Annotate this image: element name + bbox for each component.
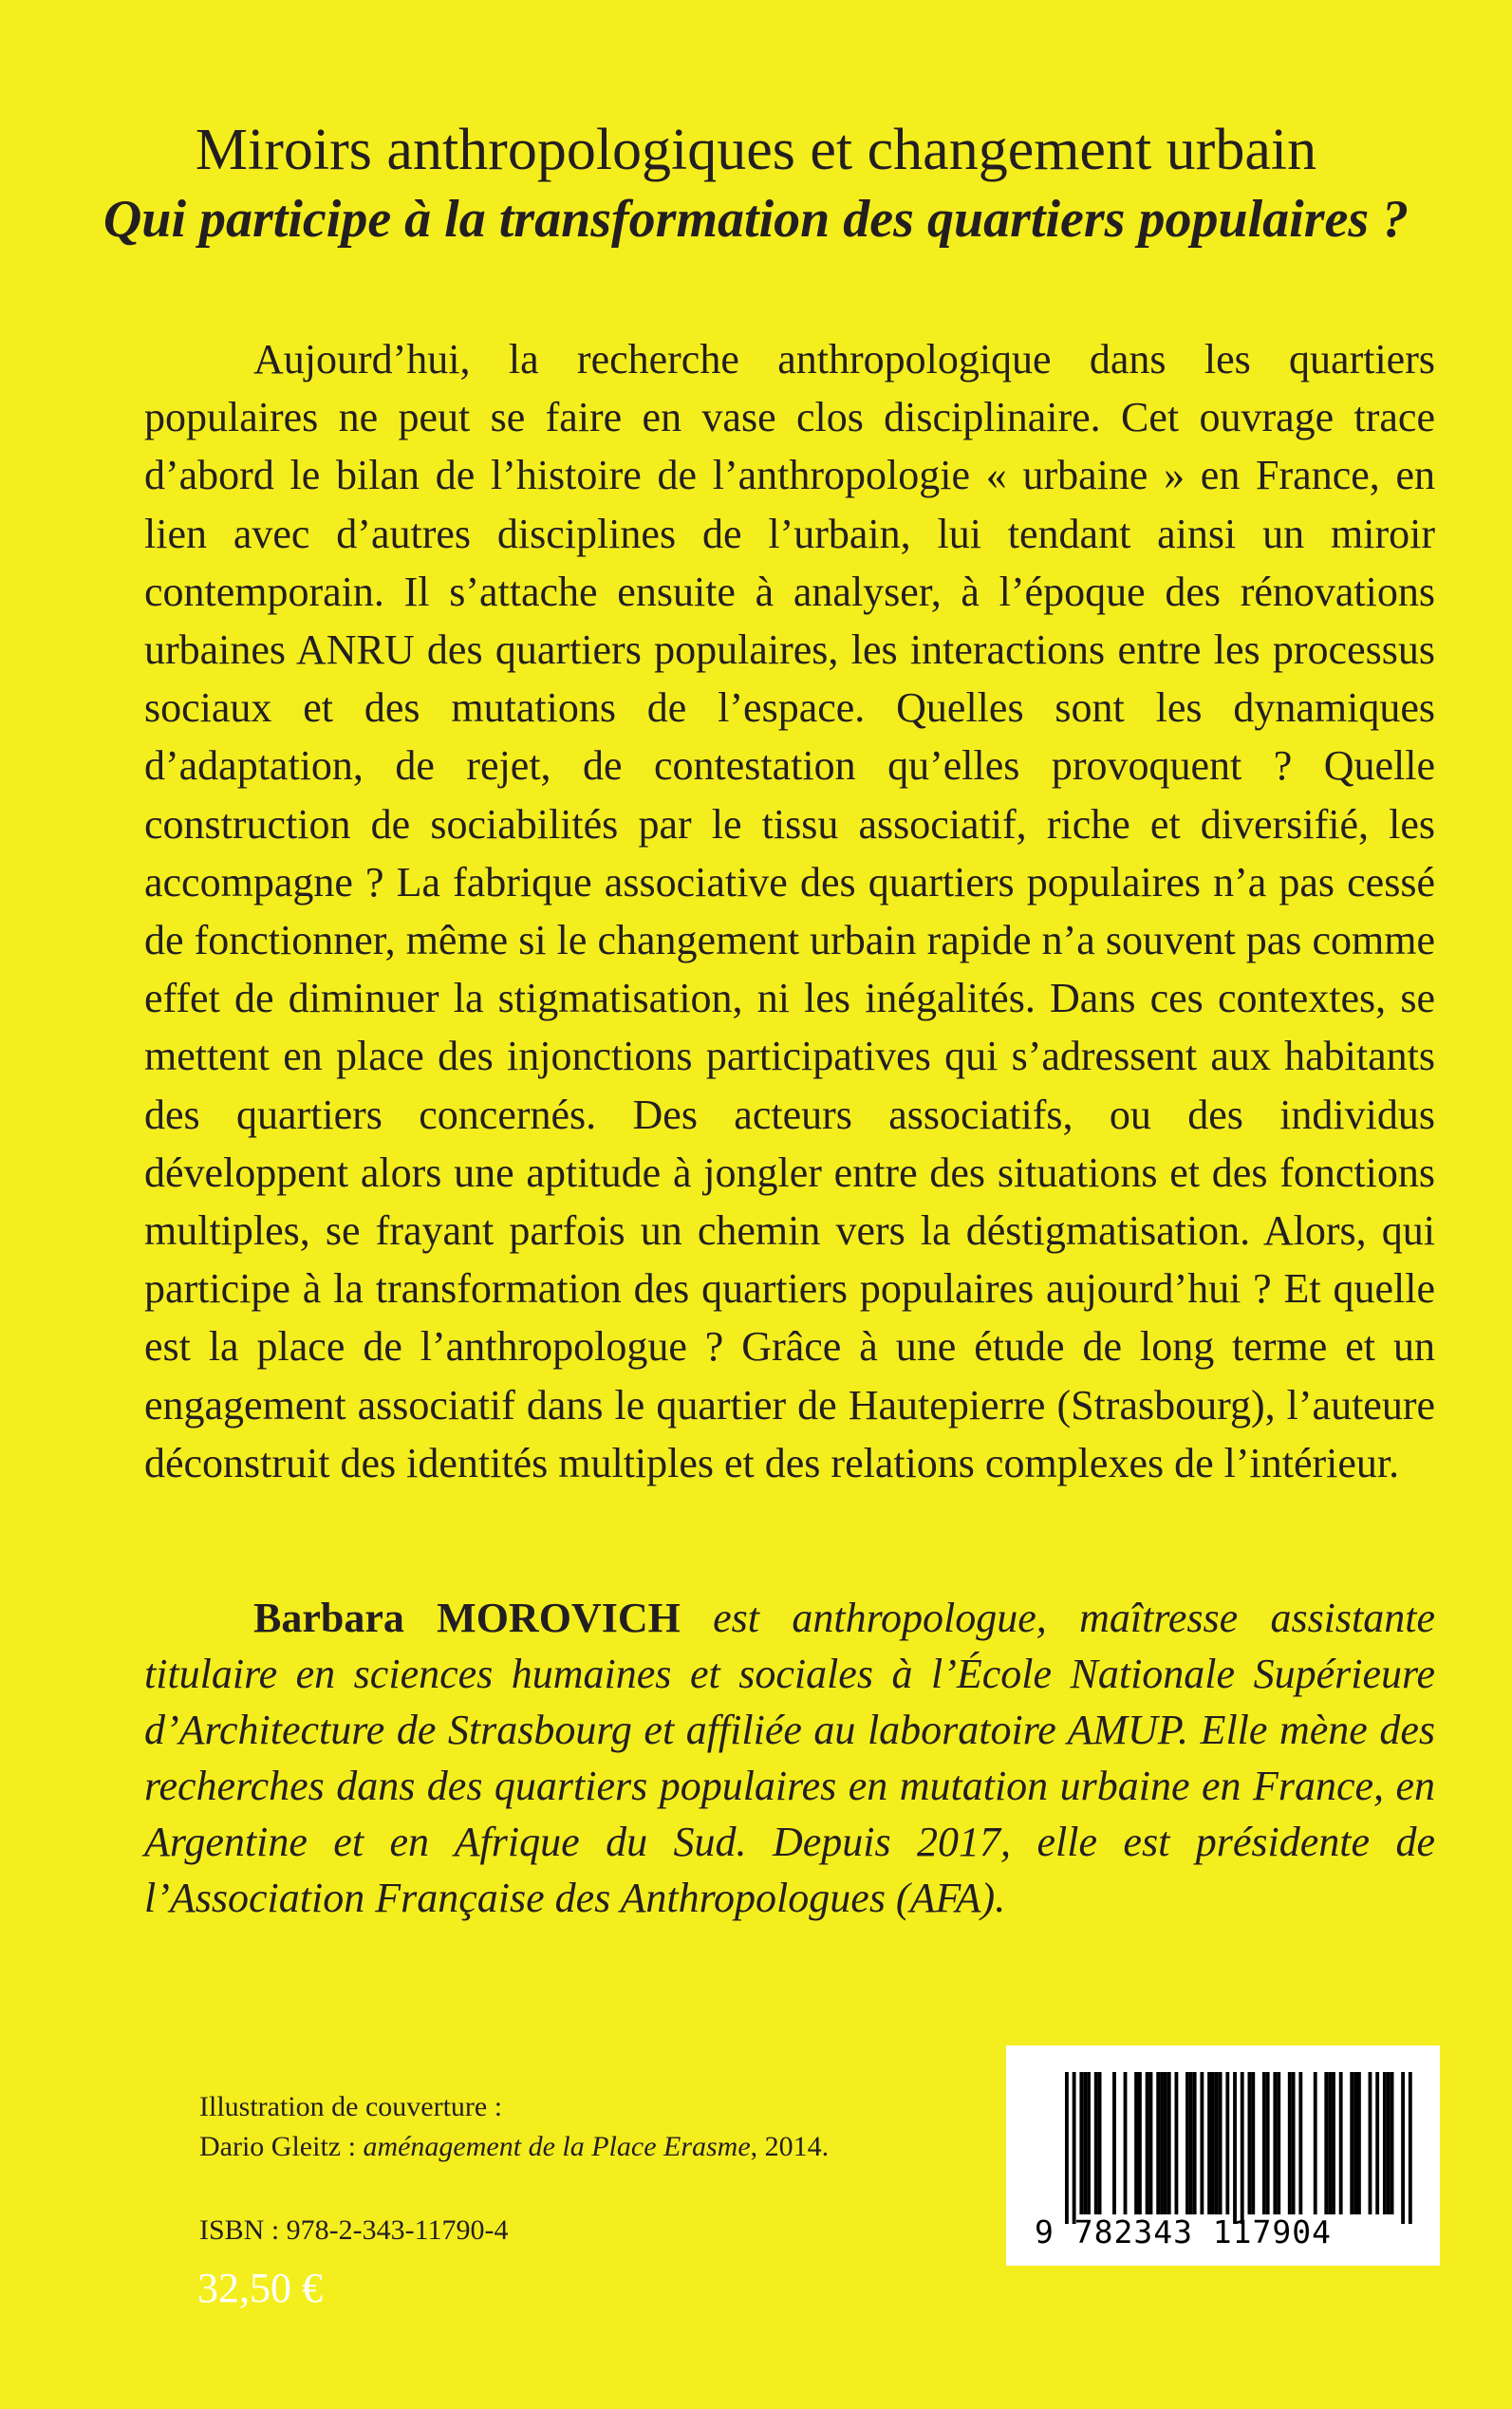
barcode-bar — [1185, 2072, 1189, 2214]
barcode-bar — [1167, 2072, 1171, 2214]
barcode-bar — [1241, 2072, 1244, 2224]
barcode-bar — [1193, 2072, 1197, 2214]
price: 32,50 € — [197, 2265, 323, 2311]
barcode-bar — [1134, 2072, 1138, 2214]
barcode-bar — [1079, 2072, 1083, 2214]
barcode-bar — [1298, 2072, 1302, 2214]
summary-paragraph: Aujourd’hui, la recherche anthropologique dans les quartiers populaires ne peut se faire en vase clos disciplinaire. Cet ouvrage trace d’abord le bilan de l’histoire de l’anthropologie « urbaine » en France, en lien avec d’autres disciplines de l’urbain, lui tendant ainsi un miroir contemporain. Il s’attache ensuite à analyser, à l’époque des rénovations urbaines ANRU des quartiers populaires, les interactions entre les processus sociaux et des mutations de l’espace. Quelles sont les dynamiques d’adaptation, de rejet, de contestation qu’elles provoquent ? Quelle construction de sociabilités par le tissu associatif, riche et diversifié, les accompagne ? La fabrique associative des quartiers populaires n’a pas cessé de fonctionner, même si le changement urbain rapide n’a souvent pas comme effet de diminuer la stigmatisation, ni les inégalités. Dans ces contextes, se mettent en place des injonctions participatives qui s’adressent aux habitants des quartiers concernés. Des acteurs associatifs, ou des individus développent alors une aptitude à jongler entre des situations et des fonctions multiples, se frayant parfois un chemin vers la déstigmatisation. Alors, qui participe à la transformation des quartiers populaires aujourd’hui ? Et quelle est la place de l’anthropologue ? Grâce à une étude de long terme et un engagement associatif dans le quartier de Hautepierre (Strasbourg), l’auteure déconstruit des identités multiples et des relations complexes de l’intérieur. — [144, 336, 1435, 1486]
illustration-credit-label: Illustration de couverture : — [199, 2091, 503, 2122]
barcode-bar — [1083, 2072, 1087, 2214]
book-subtitle: Qui participe à la transformation des quartiers populaires ? — [103, 190, 1409, 249]
author-name: Barbara MOROVICH — [253, 1595, 681, 1641]
barcode-bar — [1146, 2072, 1149, 2214]
barcode-bar — [1219, 2072, 1223, 2214]
barcode-bar — [1401, 2072, 1405, 2224]
barcode-bar — [1387, 2072, 1391, 2214]
barcode-bar — [1332, 2072, 1335, 2214]
barcode-bar — [1350, 2072, 1353, 2214]
barcode-bar — [1138, 2072, 1142, 2214]
barcode-bar — [1200, 2072, 1204, 2214]
barcode-bar — [1409, 2072, 1412, 2224]
barcode-bar — [1098, 2072, 1102, 2214]
barcode-bar — [1087, 2072, 1091, 2214]
author-bio-paragraph — [144, 1590, 1435, 1926]
barcode-bar — [1357, 2072, 1361, 2214]
barcode-bar — [1262, 2072, 1266, 2214]
barcode-bar — [1207, 2072, 1211, 2214]
barcode-digits: 9 782343 117904 — [1035, 2213, 1333, 2250]
barcode — [1006, 2045, 1440, 2266]
author-bio: est anthropologue, maîtresse assistante titulaire en sciences humaines et sociales à l’École Nationale Supérieure d’Architecture de Strasbourg et affiliée au laboratoire AMUP. Elle mène des recherches dans des quartiers populaires en mutation urbaine en France, en Argentine et en Afrique du Sud. Depuis 2017, elle est présidente de l’Association Française des Anthropologues (AFA). — [144, 1595, 1436, 1921]
barcode-bar — [1211, 2072, 1215, 2214]
barcode-bar — [1124, 2072, 1128, 2214]
barcode-bar — [1189, 2072, 1193, 2214]
barcode-bar — [1225, 2072, 1229, 2214]
barcode-bar — [1339, 2072, 1343, 2214]
barcode-bar — [1248, 2072, 1252, 2214]
barcode-bar — [1328, 2072, 1332, 2214]
barcode-bar — [1251, 2072, 1255, 2214]
isbn: ISBN : 978-2-343-11790-4 — [199, 2214, 509, 2246]
illustration-year: , 2014. — [750, 2131, 830, 2162]
barcode-bar — [1353, 2072, 1357, 2214]
illustration-work-title: aménagement de la Place Erasme — [363, 2131, 751, 2162]
barcode-bar — [1273, 2072, 1277, 2214]
barcode-bar — [1065, 2072, 1069, 2224]
barcode-bar — [1156, 2072, 1160, 2214]
barcode-bar — [1160, 2072, 1164, 2214]
barcode-bar — [1391, 2072, 1394, 2214]
barcode-bar — [1112, 2072, 1116, 2214]
barcode-bar — [1277, 2072, 1280, 2214]
barcode-bar — [1175, 2072, 1179, 2214]
barcode-bar — [1233, 2072, 1237, 2224]
barcode-bar — [1375, 2072, 1379, 2214]
barcode-bar — [1073, 2072, 1076, 2224]
barcode-bar — [1288, 2072, 1292, 2214]
barcode-bar — [1164, 2072, 1167, 2214]
illustration-artist: Dario Gleitz : — [199, 2131, 356, 2162]
illustration-credit — [199, 2129, 829, 2165]
barcode-bar — [1094, 2072, 1098, 2214]
book-title: Miroirs anthropologiques et changement urbain — [195, 118, 1317, 182]
barcode-bar — [1314, 2072, 1317, 2214]
barcode-bar — [1369, 2072, 1372, 2214]
barcode-bar — [1324, 2072, 1328, 2214]
barcode-bar — [1215, 2072, 1219, 2214]
barcode-bar — [1149, 2072, 1153, 2214]
barcode-bar — [1383, 2072, 1387, 2214]
barcode-bar — [1292, 2072, 1296, 2214]
barcode-bar — [1266, 2072, 1270, 2214]
